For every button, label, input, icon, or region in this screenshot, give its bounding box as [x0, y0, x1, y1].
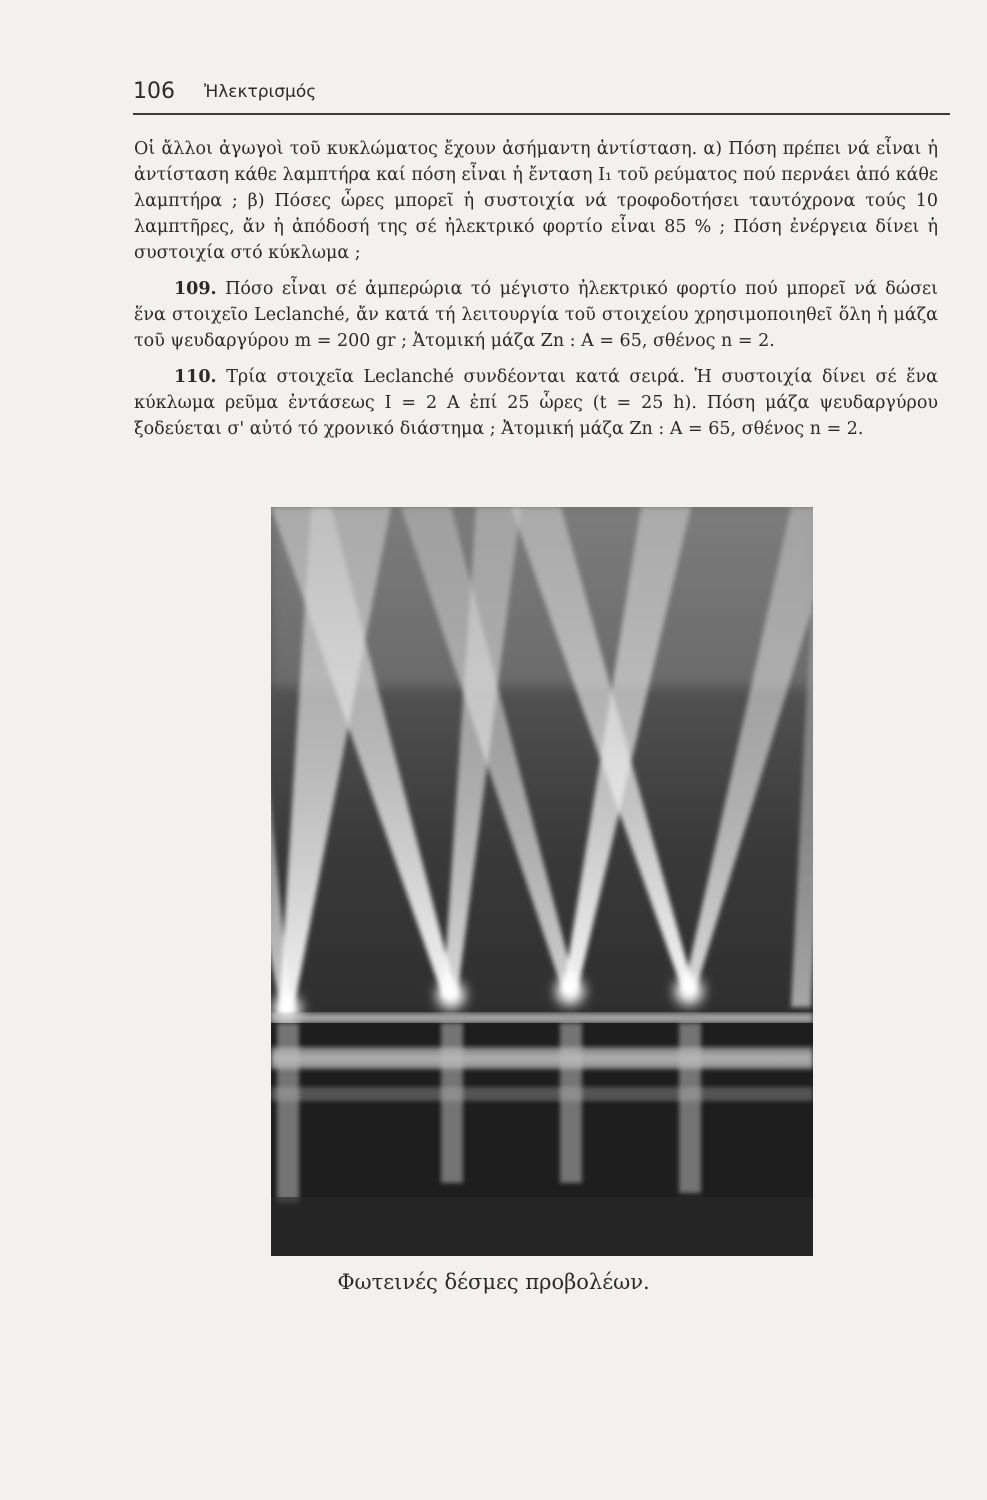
- exercise-number: 109.: [174, 279, 217, 299]
- exercise-number: 110.: [174, 367, 217, 387]
- running-head: Ἠλεκτρισμός: [204, 82, 317, 102]
- page-number: 106: [133, 79, 175, 104]
- exercise-text: Πόσο εἶναι σέ ἀμπερώρια τό μέγιστο ἠλεκτρικό φορτίο πού μπορεῖ νά δώσει ἕνα στοιχεῖο Leclanché, ἄν κατά τή λειτουργία τοῦ στοιχείου χρησιμοποιηθεῖ ὅλη ἡ μάζα τοῦ ψευδαργύρου m = 200 gr ; Ἀτομική μάζα Zn : A = 65, σθένος n = 2.: [134, 279, 938, 351]
- searchlight-beams-photo: [271, 507, 813, 1256]
- header-rule: [133, 113, 950, 115]
- exercise-110: [134, 364, 938, 442]
- exercise-text: Τρία στοιχεῖα Leclanché συνδέονται κατά σειρά. Ἡ συστοιχία δίνει σέ ἕνα κύκλωμα ρεῦμα ἐντάσεως I = 2 A ἐπί 25 ὧρες (t = 25 h). Πόση μάζα ψευδαργύρου ξοδεύεται σ' αὐτό τό χρονικό διάστημα ; Ἀτομική μάζα Zn : A = 65, σθένος n = 2.: [134, 367, 938, 439]
- paragraph-continuation: [134, 136, 938, 266]
- exercise-109: [134, 276, 938, 354]
- paragraph-text: Οἱ ἄλλοι ἀγωγοὶ τοῦ κυκλώματος ἔχουν ἀσήμαντη ἀντίσταση. α) Πόση πρέπει νά εἶναι ἡ ἀντίσταση κάθε λαμπτήρα καί πόση εἶναι ἡ ἔνταση I₁ τοῦ ρεύματος πού περνάει ἀπό κάθε λαμπτήρα ; β) Πόσες ὧρες μπορεῖ ἡ συστοιχία νά τροφοδοτήσει ταυτόχρονα τούς 10 λαμπτῆρες, ἄν ἡ ἀπόδοσή της σέ ἠλεκτρικό φορτίο εἶναι 85 % ; Πόση ἐνέργεια δίνει ἡ συστοιχία στό κύκλωμα ;: [134, 139, 938, 263]
- figure-caption: Φωτεινές δέσμες προβολέων.: [337, 1270, 650, 1294]
